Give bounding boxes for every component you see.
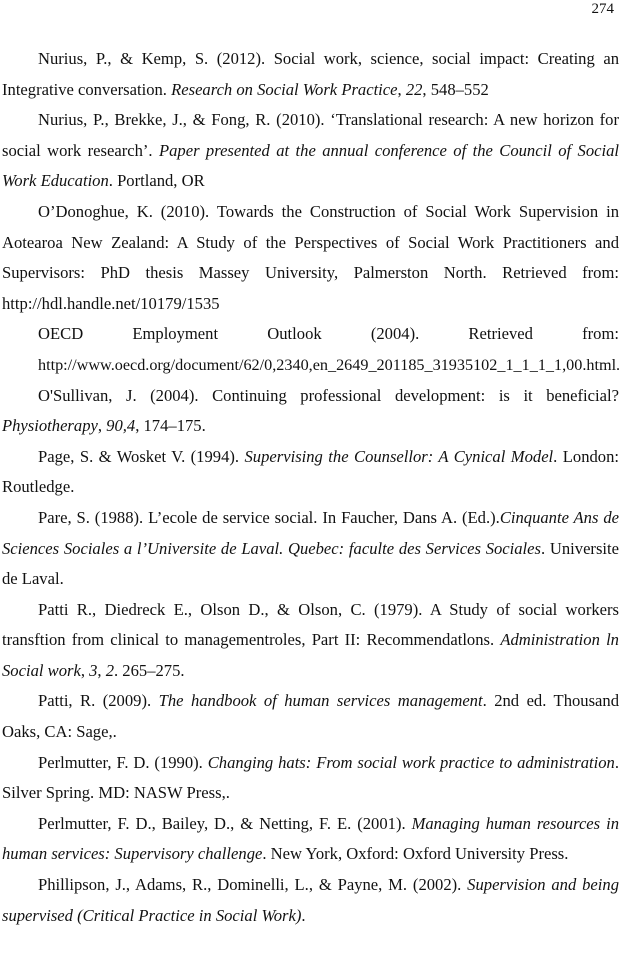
reference-text: . Universite de Laval. <box>2 538 620 589</box>
reference-text: . London: Routledge. <box>2 446 619 497</box>
reference-text: . 2nd ed. Thousand Oaks, CA: Sage,. <box>2 691 619 742</box>
reference-italic-text: Cinquante Ans de Sciences Sociales a l’Universite de Laval. Quebec: faculte des Services Sociales <box>2 507 620 558</box>
reference-italic-text: Paper presented at the annual conference of the Council of Social Work Education <box>2 140 619 191</box>
reference-text: Perlmutter, F. D., Bailey, D., & Netting, F. E. (2001). <box>38 813 412 833</box>
reference-text: Page, S. & Wosket V. (1994). <box>38 446 245 466</box>
reference-entry <box>2 197 619 319</box>
reference-entry <box>2 44 619 105</box>
reference-italic-text: 2 <box>105 660 114 680</box>
reference-entry <box>2 381 619 442</box>
reference-text: , 548–552 <box>422 79 489 99</box>
reference-italic-text: Managing human resources in human services: Supervisory challenge <box>2 813 619 864</box>
reference-italic-text: Supervision and being supervised (Critical Practice in Social Work) <box>2 875 619 925</box>
reference-entry <box>2 748 619 809</box>
reference-italic-text: Physiotherapy <box>2 416 98 436</box>
reference-text: Perlmutter, F. D. (1990). <box>38 752 208 772</box>
reference-text: , <box>97 660 106 680</box>
reference-entry <box>2 442 619 503</box>
reference-entry <box>2 105 619 197</box>
reference-url-line <box>2 350 619 381</box>
reference-entry <box>2 595 619 687</box>
reference-text: . New York, Oxford: Oxford University Press. <box>262 844 569 864</box>
reference-entry <box>2 809 619 870</box>
reference-text: http://www.oecd.org/document/62/0,2340,en_2649_201185_31935102_1_1_1_1,00.html. <box>38 355 620 374</box>
reference-entry <box>2 503 619 595</box>
reference-entry <box>2 686 619 747</box>
reference-italic-text: Research on Social Work Practice <box>171 79 398 99</box>
reference-text: O'Sullivan, J. (2004). Continuing professional development: is it beneficial? <box>38 385 619 405</box>
page-number: 274 <box>591 1 614 17</box>
reference-italic-text: 22 <box>405 79 423 99</box>
reference-text: Patti, R. (2009). <box>38 691 159 711</box>
reference-text: . <box>301 905 306 925</box>
reference-text: Patti R., Diedreck E., Olson D., & Olson, C. (1979). A Study of social workers transftion from clinical to managementroles, Part II: Recommendatlons. <box>2 599 619 650</box>
reference-text: OECD Employment Outlook (2004). Retrieved from: <box>38 324 619 344</box>
reference-italic-text: The handbook of human services management <box>158 691 483 711</box>
reference-italic-text: Administration ln Social work <box>2 630 619 680</box>
reference-entry <box>2 319 619 350</box>
reference-italic-text: Supervising the Counsellor: A Cynical Model <box>244 446 554 466</box>
reference-text: . Silver Spring. MD: NASW Press,. <box>2 752 619 803</box>
reference-text: , 174–175. <box>135 416 206 436</box>
reference-text: Nurius, P., & Kemp, S. (2012). Social work, science, social impact: Creating an Integrative conversation. <box>2 49 619 99</box>
reference-text: Phillipson, J., Adams, R., Dominelli, L., & Payne, M. (2002). <box>38 875 468 895</box>
reference-text: , <box>80 660 90 680</box>
reference-text: Pare, S. (1988). L’ecole de service social. In Faucher, Dans A. (Ed.). <box>38 507 500 527</box>
reference-text: , <box>97 416 107 436</box>
reference-italic-text: 3 <box>89 660 98 680</box>
reference-list <box>2 44 619 931</box>
reference-italic-text: Changing hats: From social work practice to administration <box>207 752 615 772</box>
reference-entry <box>2 870 619 931</box>
reference-text: , <box>397 79 406 99</box>
reference-text: Nurius, P., Brekke, J., & Fong, R. (2010). ‘Translational research: A new horizon for social work research’. <box>2 110 619 160</box>
reference-italic-text: 90,4 <box>106 416 136 436</box>
reference-text: . 265–275. <box>114 660 185 680</box>
reference-text: . Portland, OR <box>108 171 205 191</box>
reference-text: O’Donoghue, K. (2010). Towards the Construction of Social Work Supervision in Aotearoa New Zealand: A Study of the Perspectives of Social Work Practitioners and Supervisors: PhD thesis Massey University, Palmerston North. Retrieved from: http://hdl.handle.net/10179/1535 <box>2 201 619 313</box>
